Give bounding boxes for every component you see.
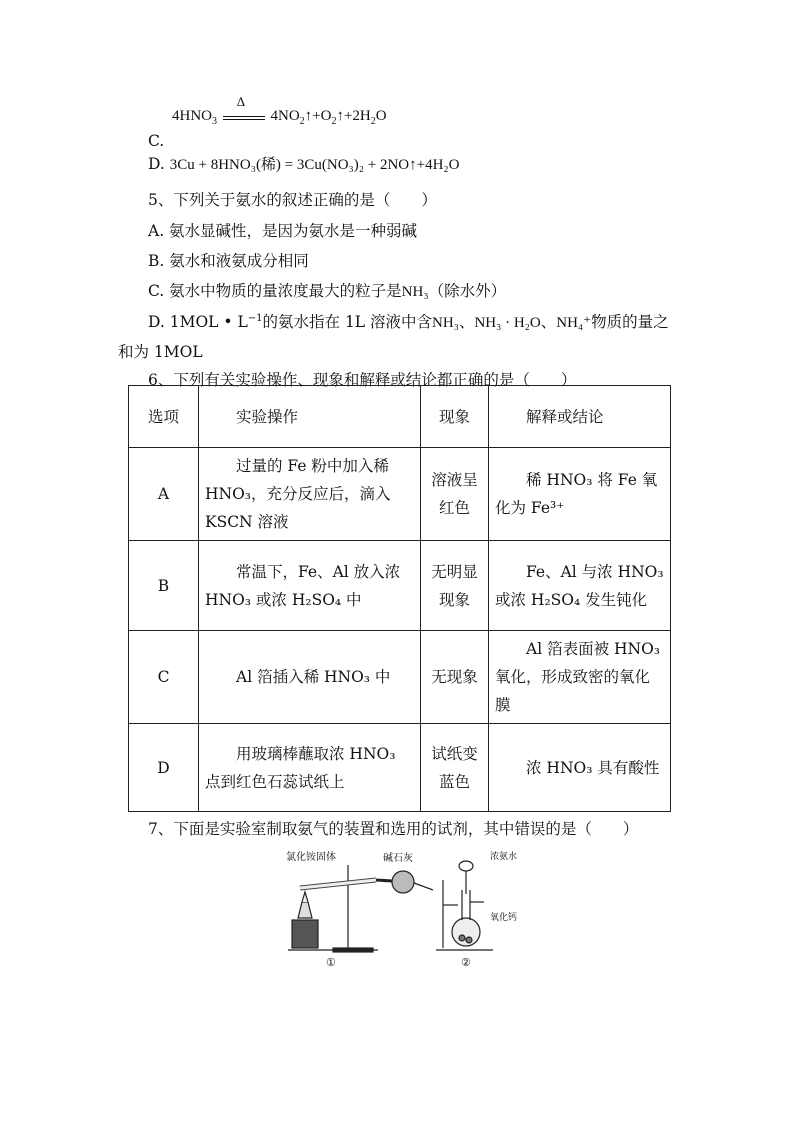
fig2-label-a: 浓氨水 <box>490 852 518 862</box>
q7-stem: 7、下面是实验室制取氨气的装置和选用的试剂，其中错误的是（ ） <box>148 820 639 838</box>
table-row: C Al 箔插入稀 HNO₃ 中 无现象 Al 箔表面被 HNO₃ 氧化，形成致密的氧化膜 <box>129 631 671 724</box>
q5-optA: A. 氨水显碱性，是因为氨水是一种弱碱 <box>148 222 418 240</box>
q5-optD: D. 1MOL • $L^{-1}$的氨水指在 1L 溶液中含NH₃、NH₃ · H₂O、NH₄⁺物质的量之 <box>148 312 669 331</box>
q5-optD-continued: 和为 1MOL <box>118 343 203 361</box>
header-conclusion: 解释或结论 <box>489 386 671 448</box>
table-header-row <box>129 386 671 448</box>
q4-optC-label: C. <box>148 132 165 150</box>
header-option: 选项 <box>129 386 199 448</box>
header-phenomenon: 现象 <box>421 386 489 448</box>
q6-stem: 6、下列有关实验操作、现象和解释或结论都正确的是（ ） <box>148 371 577 389</box>
apparatus-1 <box>288 865 433 952</box>
q6-table <box>128 385 671 812</box>
fig1-label-a: 氯化铵固体 <box>286 852 336 863</box>
table-row: A 过量的 Fe 粉中加入稀 HNO₃，充分反应后，滴入 KSCN 溶液 溶液呈红色 稀 HNO₃ 将 Fe 氧化为 Fe³⁺ <box>129 448 671 541</box>
q5-optB: B. 氨水和液氨成分相同 <box>148 252 309 270</box>
apparatus-figure <box>278 850 528 970</box>
fig2-caption: ② <box>461 956 471 969</box>
q4-optD: D. 3Cu + 8HNO₃(稀) = 3Cu(NO₃)₂ + 2NO↑+4H₂O <box>148 155 460 173</box>
q5-stem: 5、下列关于氨水的叙述正确的是（ ） <box>148 191 437 209</box>
heat-arrow: Δ <box>221 108 267 125</box>
apparatus-svg <box>278 850 528 970</box>
fig1-caption: ① <box>326 956 336 969</box>
header-operation: 实验操作 <box>199 386 421 448</box>
apparatus-2 <box>436 861 493 950</box>
fig1-label-b: 碱石灰 <box>383 853 413 864</box>
table-row: D 用玻璃棒蘸取浓 HNO₃ 点到红色石蕊试纸上 试纸变蓝色 浓 HNO₃ 具有酸性 <box>129 724 671 812</box>
q4-optC-equation: $4HNO_3$ Δ $4NO_2↑+O_2↑+2H_2O$ <box>172 94 387 127</box>
q5-optC: C. 氨水中物质的量浓度最大的粒子是NH₃（除水外） <box>148 282 507 300</box>
fig2-label-b: 氧化钙 <box>490 913 518 923</box>
table-row: B 常温下，Fe、Al 放入浓 HNO₃ 或浓 H₂SO₄ 中 无明显现象 Fe、Al 与浓 HNO₃ 或浓 H₂SO₄ 发生钝化 <box>129 541 671 631</box>
